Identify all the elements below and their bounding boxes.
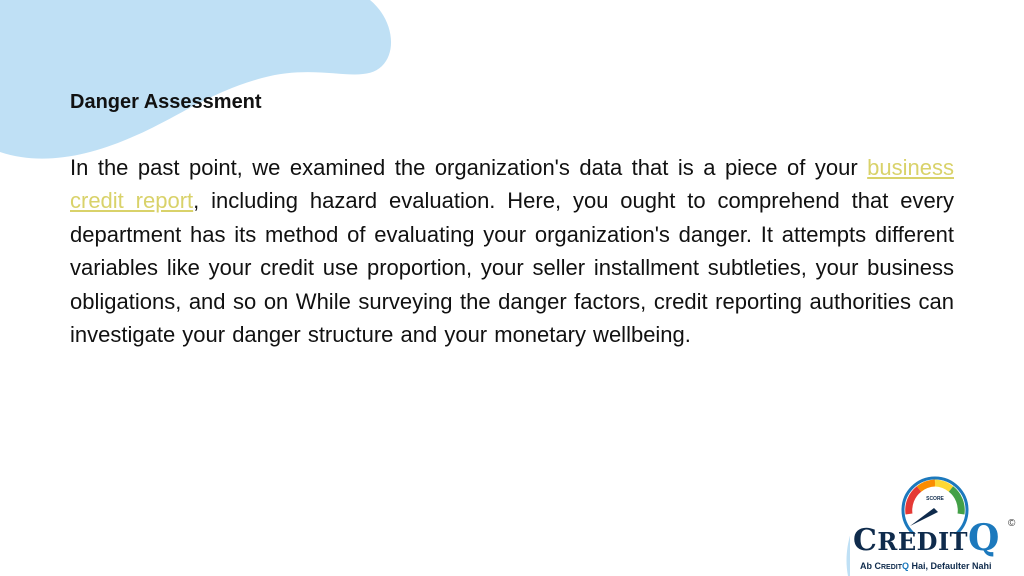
paragraph-text-end: , including hazard evaluation. Here, you ought to comprehend that every department has its method of evaluating your organization's danger. It attempts different variables like your credit use proportion, your seller installment subtleties, your business obligations, and so on While surveying the danger factors, credit reporting authorities can investigate your danger structure and your monetary wellbeing. xyxy=(70,188,954,348)
body-paragraph xyxy=(70,151,954,351)
logo-wordmark xyxy=(853,517,1000,559)
logo-letter-c: C xyxy=(853,523,878,558)
tagline-prefix: Ab xyxy=(860,561,875,571)
gauge-label: SCORE xyxy=(926,496,944,502)
logo-letter-q: Q xyxy=(968,517,1000,559)
tagline-brand-q: Q xyxy=(902,561,910,571)
tagline-brand-redit: REDIT xyxy=(881,564,902,571)
business-credit-report-link[interactable]: business credit report xyxy=(70,155,954,214)
tagline-brand-c: C xyxy=(874,561,881,571)
tagline-suffix: Hai, Defaulter Nahi xyxy=(909,561,992,571)
logo-letters-redit: REDIT xyxy=(877,527,969,556)
page-heading: Danger Assessment xyxy=(70,91,262,113)
paragraph-text-start: In the past point, we examined the organization's data that is a piece of your xyxy=(70,155,868,180)
copyright-symbol: © xyxy=(1008,518,1016,529)
logo-tagline xyxy=(860,561,992,571)
creditq-logo xyxy=(850,474,1024,576)
decorative-blob-top xyxy=(0,0,400,170)
